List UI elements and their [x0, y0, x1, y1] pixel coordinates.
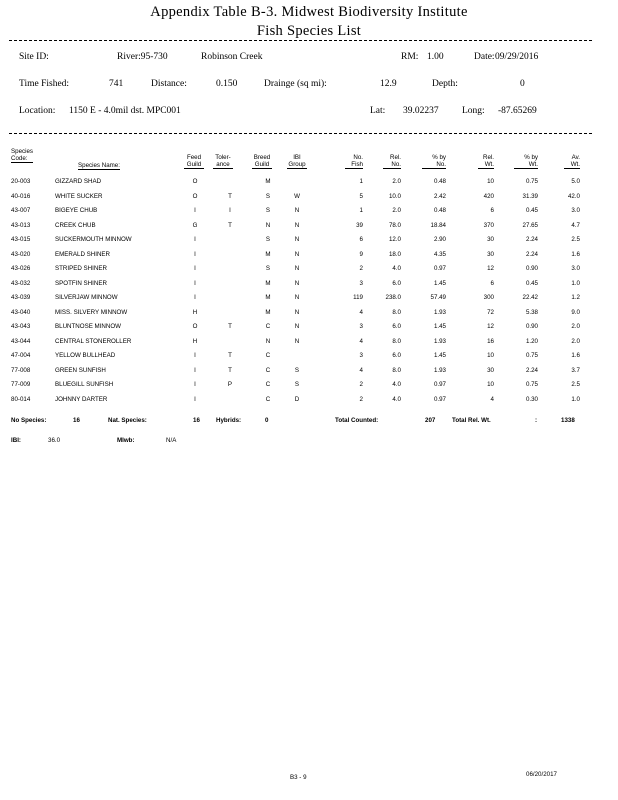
cell-ibi-group: N [294, 337, 300, 345]
cell-av-wt: 3.0 [571, 265, 580, 272]
cell-breed-guild: C [265, 366, 271, 374]
total-rel-wt-value: 1338 [561, 417, 575, 424]
cell-ibi-group: D [294, 395, 300, 403]
cell-code: 77-009 [11, 381, 31, 388]
divider [9, 40, 592, 41]
page-number: B3 - 9 [290, 774, 307, 781]
cell-pct-no: 1.93 [433, 337, 446, 345]
cell-pct-wt: 27.65 [522, 221, 538, 229]
cell-breed-guild: M [265, 250, 271, 258]
cell-rel-wt: 12 [487, 265, 494, 272]
cell-pct-wt: 0.30 [525, 395, 538, 403]
cell-rel-no: 8.0 [392, 366, 401, 374]
cell-breed-guild: N [265, 221, 271, 229]
cell-pct-no: 1.45 [433, 352, 446, 359]
cell-tolerance: T [228, 192, 232, 200]
date-label: Date: [474, 52, 495, 62]
cell-code: 43-013 [11, 221, 31, 229]
cell-tolerance: T [228, 352, 232, 359]
location-label: Location: [19, 106, 56, 116]
cell-rel-no: 2.0 [392, 207, 401, 214]
cell-feed-guild: O [192, 192, 198, 200]
cell-pct-no: 0.97 [433, 381, 446, 388]
cell-pct-no: 1.93 [433, 366, 446, 374]
cell-pct-no: 4.35 [433, 250, 446, 258]
cell-name: GIZZARD SHAD [55, 178, 102, 185]
lat-value: 39.02237 [403, 106, 439, 116]
col-tolerance: Toler- ance [213, 154, 233, 169]
table-row [0, 352, 618, 362]
cell-rel-wt: 10 [487, 178, 494, 185]
cell-pct-wt: 2.24 [525, 250, 538, 258]
col-breed-guild: Breed Guild [253, 154, 271, 168]
cell-ibi-group: S [294, 381, 300, 388]
cell-feed-guild: O [192, 323, 198, 330]
cell-no-fish: 2 [359, 395, 363, 403]
cell-code: 43-044 [11, 337, 31, 345]
cell-av-wt: 3.0 [571, 207, 580, 214]
cell-code: 20-003 [11, 178, 31, 185]
depth-value: 0 [520, 79, 525, 89]
cell-feed-guild: I [194, 207, 196, 214]
cell-av-wt: 1.0 [571, 395, 580, 403]
time-fished-value: 741 [109, 79, 124, 89]
cell-pct-no: 0.97 [433, 265, 446, 272]
time-fished-label: Time Fished: [19, 79, 70, 89]
cell-code: 77-008 [11, 366, 31, 374]
cell-breed-guild: S [265, 192, 271, 200]
cell-pct-wt: 0.90 [525, 265, 538, 272]
cell-av-wt: 1.0 [571, 279, 580, 287]
cell-feed-guild: G [192, 221, 198, 229]
cell-feed-guild: I [194, 265, 196, 272]
cell-code: 43-020 [11, 250, 31, 258]
col-av-wt: Av. Wt. [564, 154, 580, 169]
cell-tolerance: T [228, 221, 232, 229]
cell-ibi-group: N [294, 308, 300, 316]
cell-ibi-group: N [294, 294, 300, 301]
lat-label: Lat: [370, 106, 386, 116]
cell-av-wt: 2.0 [571, 323, 580, 330]
cell-pct-wt: 0.75 [525, 352, 538, 359]
cell-feed-guild: O [192, 178, 198, 185]
cell-pct-no: 57.49 [430, 294, 446, 301]
cell-av-wt: 2.0 [571, 337, 580, 345]
cell-name: SUCKERMOUTH MINNOW [55, 236, 132, 243]
table-row [0, 323, 618, 333]
table-row [0, 236, 618, 246]
cell-breed-guild: C [265, 352, 271, 359]
cell-rel-wt: 72 [487, 308, 494, 316]
cell-no-fish: 119 [353, 294, 363, 301]
cell-rel-no: 78.0 [388, 221, 401, 229]
cell-no-fish: 9 [359, 250, 363, 258]
cell-no-fish: 1 [359, 178, 363, 185]
cell-tolerance: T [228, 366, 232, 374]
cell-ibi-group: N [294, 207, 300, 214]
stream-name: Robinson Creek [201, 52, 263, 62]
cell-av-wt: 4.7 [571, 221, 580, 229]
cell-tolerance: P [227, 381, 233, 388]
cell-rel-wt: 370 [483, 221, 494, 229]
cell-rel-no: 4.0 [392, 265, 401, 272]
cell-name: BIGEYE CHUB [55, 207, 98, 214]
cell-ibi-group: N [294, 250, 300, 258]
cell-pct-wt: 5.38 [525, 308, 538, 316]
cell-pct-wt: 0.75 [525, 178, 538, 185]
cell-pct-no: 0.48 [433, 178, 446, 185]
cell-rel-no: 4.0 [392, 381, 401, 388]
cell-av-wt: 1.6 [571, 352, 580, 359]
cell-name: CREEK CHUB [55, 221, 96, 229]
cell-pct-wt: 0.45 [525, 207, 538, 214]
cell-pct-wt: 2.24 [525, 236, 538, 243]
distance-label: Distance: [151, 79, 187, 89]
date-value: 09/29/2016 [495, 52, 539, 62]
cell-rel-wt: 300 [483, 294, 494, 301]
cell-feed-guild: I [194, 279, 196, 287]
col-species-code: Species Code: [11, 148, 34, 162]
cell-feed-guild: I [194, 294, 196, 301]
cell-no-fish: 5 [359, 192, 363, 200]
cell-rel-wt: 30 [487, 236, 494, 243]
table-row [0, 338, 618, 348]
cell-breed-guild: C [265, 323, 271, 330]
cell-rel-no: 8.0 [392, 308, 401, 316]
cell-code: 80-014 [11, 395, 31, 403]
cell-code: 43-026 [11, 265, 31, 272]
cell-av-wt: 2.5 [571, 381, 580, 388]
cell-name: YELLOW BULLHEAD [55, 352, 116, 359]
cell-no-fish: 2 [359, 265, 363, 272]
ibi-label: IBI: [11, 437, 21, 444]
table-row [0, 396, 618, 406]
col-pct-by-no: % by No. [422, 154, 446, 169]
cell-code: 43-039 [11, 294, 31, 301]
cell-rel-no: 238.0 [385, 294, 401, 301]
table-header [0, 148, 618, 176]
table-row [0, 178, 618, 188]
cell-breed-guild: S [265, 207, 271, 214]
cell-name: BLUNTNOSE MINNOW [55, 323, 122, 330]
cell-no-fish: 3 [359, 352, 363, 359]
cell-name: SPOTFIN SHINER [55, 279, 107, 287]
cell-pct-wt: 0.75 [525, 381, 538, 388]
cell-name: MISS. SILVERY MINNOW [55, 308, 128, 316]
cell-pct-no: 2.42 [433, 192, 446, 200]
table-row [0, 367, 618, 377]
cell-rel-no: 2.0 [392, 178, 401, 185]
report-title: Appendix Table B-3. Midwest Biodiversity Institute [150, 4, 468, 20]
cell-pct-no: 0.97 [433, 395, 446, 403]
long-value: -87.65269 [498, 106, 537, 116]
total-rel-wt-colon: : [535, 417, 538, 424]
cell-tolerance: I [229, 207, 231, 214]
total-counted-label: Total Counted: [335, 417, 379, 424]
cell-breed-guild: M [265, 294, 271, 301]
site-id-label: Site ID: [19, 52, 49, 62]
drainage-label: Drainge (sq mi): [264, 79, 327, 89]
table-row [0, 193, 618, 203]
table-row [0, 251, 618, 261]
cell-pct-wt: 1.20 [525, 337, 538, 345]
cell-feed-guild: I [194, 395, 196, 403]
col-feed-guild: Feed Guild [184, 154, 204, 169]
no-species-value: 16 [73, 417, 80, 424]
depth-label: Depth: [432, 79, 458, 89]
cell-pct-no: 1.45 [433, 279, 446, 287]
cell-no-fish: 1 [359, 207, 363, 214]
cell-rel-wt: 30 [487, 250, 494, 258]
site-id-value: River:95-730 [117, 52, 168, 62]
cell-breed-guild: M [265, 279, 271, 287]
rm-label: RM: [401, 52, 419, 62]
cell-av-wt: 1.2 [571, 294, 580, 301]
cell-av-wt: 42.0 [567, 192, 580, 200]
total-rel-wt-label: Total Rel. Wt. [452, 417, 491, 424]
cell-ibi-group: N [294, 265, 300, 272]
cell-rel-no: 10.0 [388, 192, 401, 200]
cell-av-wt: 9.0 [571, 308, 580, 316]
cell-name: SILVERJAW MINNOW [55, 294, 118, 301]
col-rel-no: Rel. No. [383, 154, 401, 169]
cell-breed-guild: S [265, 236, 271, 243]
cell-feed-guild: I [194, 236, 196, 243]
cell-pct-no: 2.90 [433, 236, 446, 243]
cell-pct-no: 1.45 [433, 323, 446, 330]
cell-name: EMERALD SHINER [55, 250, 111, 258]
cell-rel-wt: 4 [490, 395, 494, 403]
miwb-value: N/A [166, 437, 177, 444]
nat-species-value: 16 [193, 417, 200, 424]
cell-name: GREEN SUNFISH [55, 366, 106, 374]
cell-rel-wt: 6 [490, 279, 494, 287]
cell-ibi-group: N [294, 221, 300, 229]
cell-feed-guild: I [194, 381, 196, 388]
cell-rel-no: 4.0 [392, 395, 401, 403]
cell-pct-no: 18.84 [430, 221, 446, 229]
cell-av-wt: 1.6 [571, 250, 580, 258]
no-species-label: No Species: [11, 417, 47, 424]
col-ibi-group: IBI Group [288, 154, 306, 168]
hybrids-label: Hybrids: [216, 417, 242, 424]
col-species-name: Species Name: [78, 162, 120, 169]
cell-code: 47-004 [11, 352, 31, 359]
location-value: 1150 E - 4.0mil dst. MPC001 [69, 106, 181, 116]
table-row [0, 280, 618, 290]
cell-name: WHITE SUCKER [55, 192, 103, 200]
cell-ibi-group: N [294, 236, 300, 243]
table-row [0, 222, 618, 232]
cell-no-fish: 3 [359, 279, 363, 287]
cell-code: 43-007 [11, 207, 31, 214]
cell-feed-guild: I [194, 352, 196, 359]
report-subtitle: Fish Species List [256, 23, 362, 39]
cell-feed-guild: I [194, 366, 196, 374]
table-row [0, 294, 618, 304]
cell-breed-guild: M [265, 308, 271, 316]
cell-no-fish: 4 [359, 366, 363, 374]
cell-pct-wt: 2.24 [525, 366, 538, 374]
cell-breed-guild: M [265, 178, 271, 185]
cell-rel-no: 6.0 [392, 352, 401, 359]
divider [9, 133, 592, 134]
cell-rel-wt: 12 [487, 323, 494, 330]
cell-rel-wt: 30 [487, 366, 494, 374]
cell-rel-wt: 10 [487, 381, 494, 388]
col-no-fish: No. Fish [345, 154, 363, 169]
cell-name: CENTRAL STONEROLLER [55, 337, 132, 345]
cell-pct-wt: 31.39 [522, 192, 538, 200]
cell-ibi-group: N [294, 279, 300, 287]
cell-av-wt: 2.5 [571, 236, 580, 243]
cell-code: 40-016 [11, 192, 31, 200]
nat-species-label: Nat. Species: [108, 417, 147, 424]
cell-code: 43-043 [11, 323, 31, 330]
cell-rel-wt: 16 [487, 337, 494, 345]
table-row [0, 381, 618, 391]
cell-code: 43-032 [11, 279, 31, 287]
cell-rel-no: 8.0 [392, 337, 401, 345]
drainage-value: 12.9 [380, 79, 397, 89]
cell-feed-guild: H [192, 308, 198, 316]
table-row [0, 207, 618, 217]
distance-value: 0.150 [216, 79, 238, 89]
col-pct-by-wt: % by Wt. [514, 154, 538, 169]
cell-code: 43-040 [11, 308, 31, 316]
cell-av-wt: 3.7 [571, 366, 580, 374]
cell-no-fish: 4 [359, 337, 363, 345]
long-label: Long: [462, 106, 485, 116]
cell-rel-wt: 6 [490, 207, 494, 214]
cell-breed-guild: N [265, 337, 271, 345]
cell-tolerance: T [228, 323, 232, 330]
cell-rel-wt: 420 [483, 192, 494, 200]
cell-av-wt: 5.0 [571, 178, 580, 185]
cell-ibi-group: W [294, 192, 300, 200]
cell-pct-wt: 0.90 [525, 323, 538, 330]
cell-no-fish: 2 [359, 381, 363, 388]
cell-name: BLUEGILL SUNFISH [55, 381, 114, 388]
cell-code: 43-015 [11, 236, 31, 243]
cell-feed-guild: H [192, 337, 198, 345]
table-row [0, 309, 618, 319]
total-counted-value: 207 [425, 417, 436, 424]
cell-no-fish: 39 [356, 221, 363, 229]
cell-rel-no: 6.0 [392, 323, 401, 330]
miwb-label: MIwb: [117, 437, 135, 444]
cell-no-fish: 6 [359, 236, 363, 243]
cell-pct-no: 0.48 [433, 207, 446, 214]
hybrids-value: 0 [265, 417, 269, 424]
cell-ibi-group: S [294, 366, 300, 374]
cell-breed-guild: C [265, 381, 271, 388]
cell-feed-guild: I [194, 250, 196, 258]
ibi-value: 36.0 [48, 437, 61, 444]
cell-ibi-group: N [294, 323, 300, 330]
cell-rel-no: 12.0 [388, 236, 401, 243]
cell-rel-no: 18.0 [388, 250, 401, 258]
col-rel-wt: Rel. Wt. [478, 154, 494, 169]
cell-breed-guild: C [265, 395, 271, 403]
footer-date: 06/20/2017 [526, 771, 557, 778]
cell-pct-wt: 0.45 [525, 279, 538, 287]
cell-no-fish: 4 [359, 308, 363, 316]
cell-name: STRIPED SHINER [55, 265, 107, 272]
cell-rel-no: 6.0 [392, 279, 401, 287]
cell-rel-wt: 10 [487, 352, 494, 359]
cell-name: JOHNNY DARTER [55, 395, 108, 403]
cell-pct-wt: 22.42 [522, 294, 538, 301]
rm-value: 1.00 [427, 52, 444, 62]
table-row [0, 265, 618, 275]
cell-no-fish: 3 [359, 323, 363, 330]
cell-pct-no: 1.93 [433, 308, 446, 316]
cell-breed-guild: S [265, 265, 271, 272]
